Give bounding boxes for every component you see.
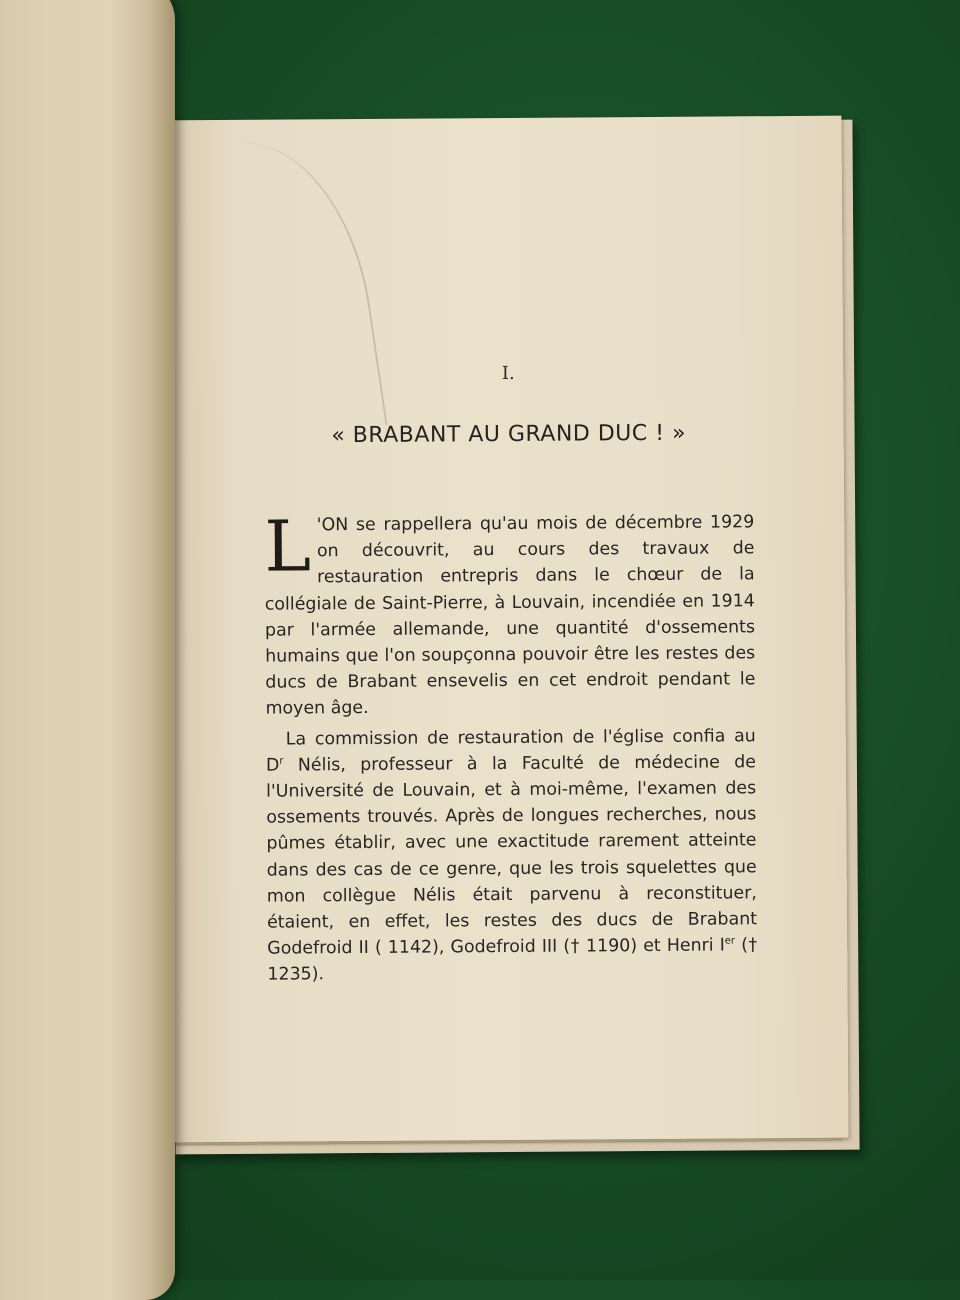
page-content bbox=[263, 361, 757, 988]
chapter-title: « BRABANT AU GRAND DUC ! » bbox=[331, 420, 687, 449]
superscript-er: er bbox=[724, 935, 736, 947]
right-page bbox=[161, 116, 848, 1143]
paragraph-2-text-a: La commission de restauration de l'église confia au D bbox=[265, 725, 756, 776]
left-page bbox=[0, 0, 175, 1300]
paragraph-2-text-b: Nélis, professeur à la Faculté de médecine de l'Université de Louvain, et à moi-même, l'examen des ossements trouvés. Après de longues recherches, nous pûmes établir, avec une exactitude rarement atteinte dans des cas de ce genre, que les trois squelettes que mon collègue Nélis était parvenu à reconstituer, étaient, en effet, les restes des ducs de Brabant Godefroid II ( 1142), Godefroid III († 1190) et Henri I bbox=[266, 752, 758, 959]
paragraph-1-text: 'ON se rappellera qu'au mois de décembre 1929 on découvrit, au cours des travaux de restauration entrepris dans le chœur de la collégiale de Saint-Pierre, à Louvain, incendiée en 1914 par l'armée allemande, une quantité d'ossements humains que l'on soupçonna pouvoir être les restes des ducs de Brabant ensevelis en cet endroit pendant le moyen âge. bbox=[264, 512, 756, 720]
chapter-number: I. bbox=[501, 362, 515, 385]
superscript-dr: r bbox=[279, 755, 284, 767]
paragraph-2 bbox=[266, 723, 758, 988]
drop-cap: L bbox=[264, 505, 312, 588]
paragraph-1 bbox=[264, 505, 756, 722]
paragraph-2-text-c: († 1235). bbox=[267, 935, 758, 986]
